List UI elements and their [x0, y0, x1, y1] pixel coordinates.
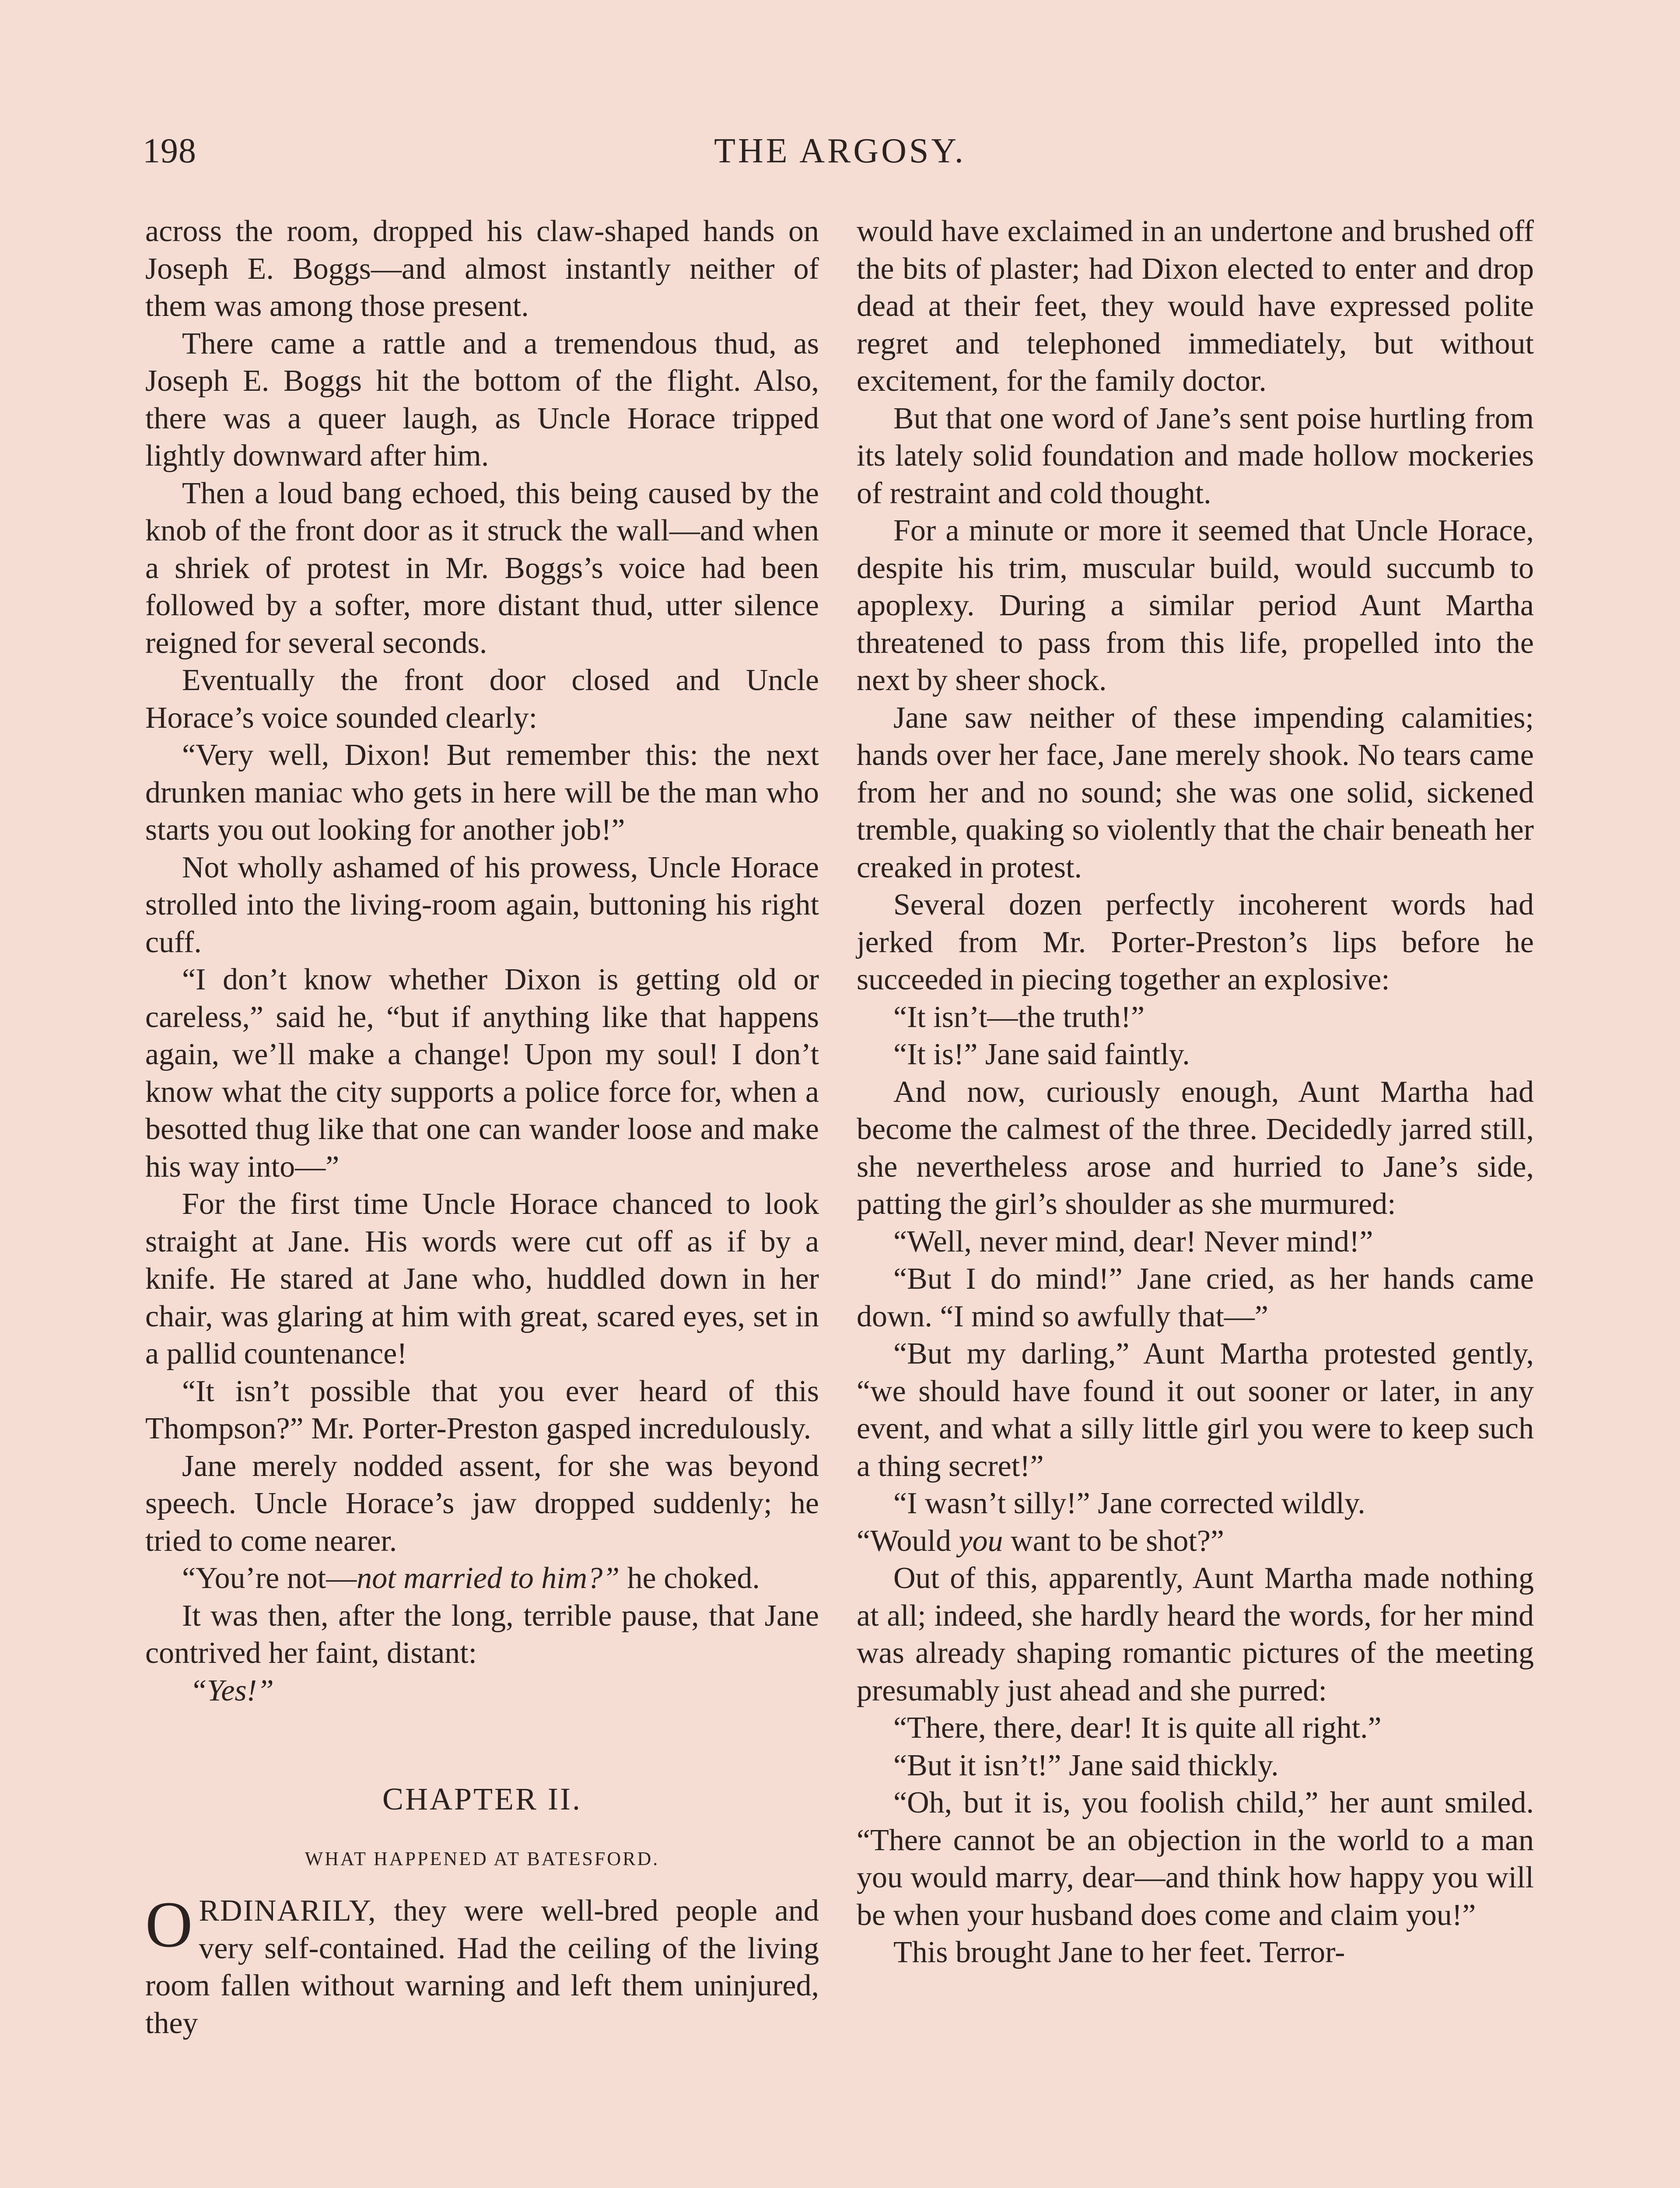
lead-word: RDINARILY, [199, 1894, 377, 1928]
paragraph: Jane merely nodded assent, for she was beyond speech. Uncle Horace’s jaw dropped suddenly; he tried to come nearer. [145, 1449, 819, 1558]
paragraph: across the room, dropped his claw-shaped hands on Joseph E. Boggs—and almost instantly neither of them was among those present. [145, 214, 819, 323]
italic-run: not married to him?” [357, 1561, 620, 1595]
paragraph: Then a loud bang echoed, this being caused by the knob of the front door as it struck the wall—and when a shriek of protest in Mr. Boggs’s voice had been followed by a softer, more distant thud, utter silence reigned for several seconds. [145, 476, 819, 660]
paragraph: “But it isn’t!” Jane said thickly. [893, 1748, 1279, 1782]
paragraph: Several dozen perfectly incoherent words had jerked from Mr. Porter-Preston’s lips before he succeeded in piecing together an explosive: [857, 888, 1534, 996]
paragraph: Out of this, apparently, Aunt Martha made nothing at all; indeed, she hardly heard the words, for her mind was already shaping romantic pictures of the meeting presumably just ahead and she purred: [857, 1561, 1534, 1708]
yes-line: “Yes!” [190, 1673, 274, 1708]
paragraph: “Very well, Dixon! But remember this: the next drunken maniac who gets in here will be the man who starts you out looking for another job!” [145, 738, 819, 847]
paragraph-would-you [857, 1522, 1534, 1560]
paragraph: For a minute or more it seemed that Uncle Horace, despite his trim, muscular build, would succumb to apoplexy. During a similar period Aunt Martha threatened to pass from this life, propelled into the next by sheer shock. [857, 514, 1534, 697]
paragraph: “Oh, but it is, you foolish child,” her aunt smiled. “There cannot be an objection in the world to a man you would marry, dear—and think how happy you will be when your husband does come and claim you!” [857, 1786, 1534, 1932]
drop-cap: O [145, 1888, 193, 1961]
paragraph: Eventually the front door closed and Uncle Horace’s voice sounded clearly: [145, 663, 819, 735]
page-number: 198 [143, 132, 196, 170]
left-column [145, 213, 819, 2042]
paragraph: “It is!” Jane said faintly. [893, 1038, 1190, 1071]
paragraph-choked [145, 1560, 819, 1597]
running-head: THE ARGOSY. [714, 132, 966, 170]
paragraph: And now, curiously enough, Aunt Martha had become the calmest of the three. Decidedly jarred still, she nevertheless arose and hurried to Jane’s side, patting the girl’s shoulder as she murmured: [857, 1075, 1534, 1221]
italic-run: you [959, 1524, 1003, 1558]
text-run: want to be shot?” [1003, 1524, 1224, 1558]
paragraph: “But I do mind!” Jane cried, as her hands came down. “I mind so awfully that—” [857, 1262, 1534, 1333]
chapter-title: CHAPTER II. [382, 1781, 582, 1816]
paragraph: For the first time Uncle Horace chanced to look straight at Jane. His words were cut off as if by a knife. He stared at Jane who, huddled down in her chair, was glaring at him with great, scared eyes, set in a pallid countenance! [145, 1187, 819, 1371]
paragraph: “There, there, dear! It is quite all right.” [893, 1711, 1382, 1745]
text-run: “Would [857, 1524, 959, 1558]
paragraph: “It isn’t—the truth!” [893, 1000, 1145, 1034]
text-run: “You’re not— [182, 1561, 357, 1595]
paragraph: “I wasn’t silly!” Jane corrected wildly. [893, 1487, 1365, 1520]
paragraph: It was then, after the long, terrible pause, that Jane contrived her faint, distant: [145, 1599, 819, 1670]
paragraph: Jane saw neither of these impending calamities; hands over her face, Jane merely shook. No tears came from her and no sound; she was one solid, sickened tremble, quaking so violently that the chair beneath her creaked in protest. [857, 701, 1534, 884]
paragraph: This brought Jane to her feet. Terror- [893, 1936, 1345, 1969]
paragraph: “Well, never mind, dear! Never mind!” [893, 1224, 1373, 1259]
chapter-opening-paragraph [145, 1888, 819, 2042]
right-column [857, 213, 1534, 1971]
paragraph: There came a rattle and a tremendous thud, as Joseph E. Boggs hit the bottom of the flight. Also, there was a queer laugh, as Uncle Horace tripped lightly downward after him. [145, 326, 819, 473]
paragraph: “But my darling,” Aunt Martha protested gently, “we should have found it out sooner or later, in any event, and what a silly little girl you were to keep such a thing secret!” [857, 1337, 1534, 1483]
text-run: they were well-bred people and very self-contained. Had the ceiling of the living room fallen without warning and left them uninjured, they [145, 1894, 819, 2040]
paragraph: But that one word of Jane’s sent poise hurtling from its lately solid foundation and made hollow mockeries of restraint and cold thought. [857, 401, 1534, 510]
paragraph: “It isn’t possible that you ever heard of this Thompson?” Mr. Porter-Preston gasped incredulously. [145, 1374, 819, 1445]
text-run: he choked. [620, 1561, 760, 1595]
chapter-subtitle: WHAT HAPPENED AT BATESFORD. [304, 1848, 660, 1869]
paragraph: Not wholly ashamed of his prowess, Uncle Horace strolled into the living-room again, buttoning his right cuff. [145, 850, 819, 959]
paragraph: would have exclaimed in an undertone and brushed off the bits of plaster; had Dixon elected to enter and drop dead at their feet, they would have expressed polite regret and telephoned immediately, but without excitement, for the family doctor. [857, 214, 1534, 398]
paragraph: “I don’t know whether Dixon is getting old or careless,” said he, “but if anything like that happens again, we’ll make a change! Upon my soul! I don’t know what the city supports a police force for, when a besotted thug like that one can wander loose and make his way into—” [145, 963, 819, 1184]
